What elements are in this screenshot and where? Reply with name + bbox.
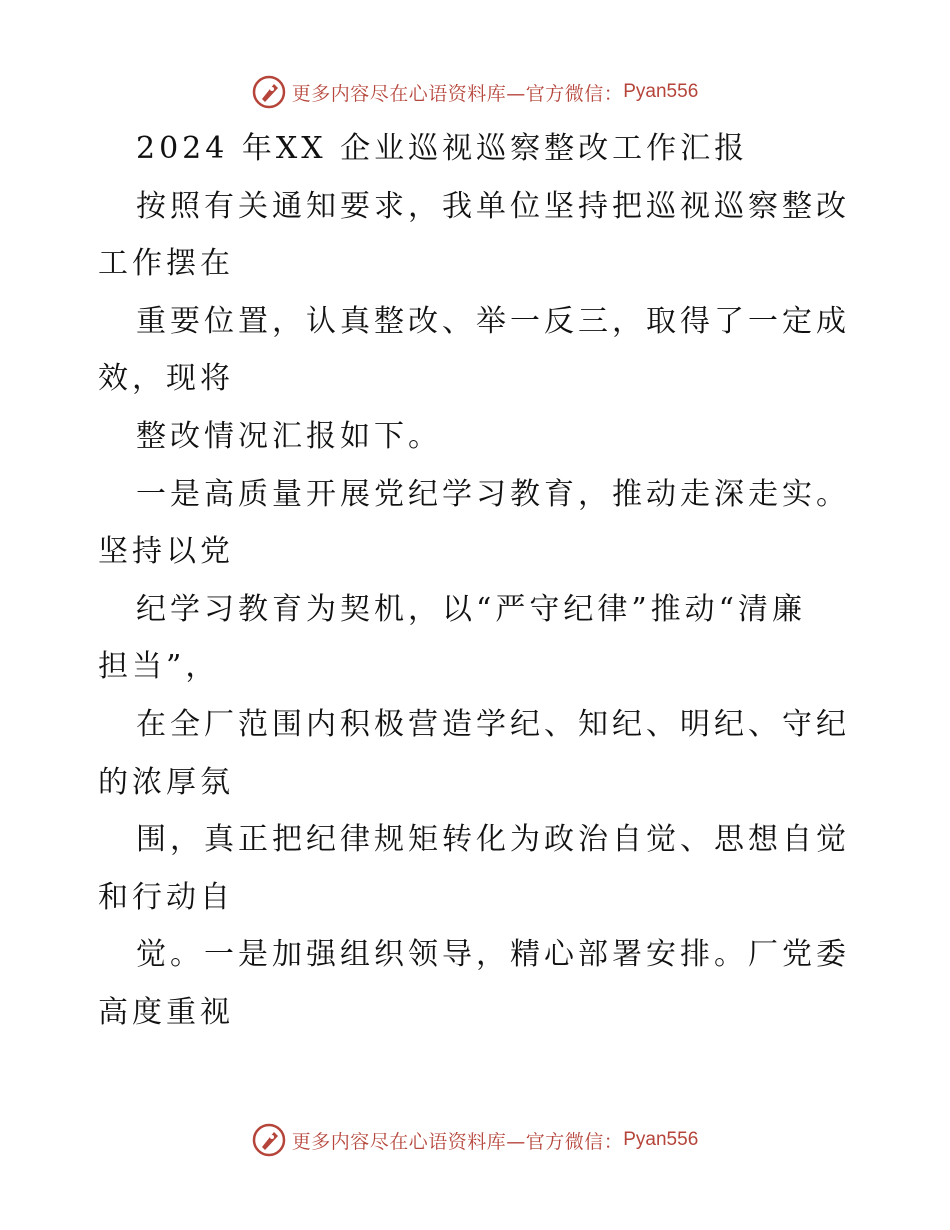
paragraph-line: 纪学习教育为契机，以“严守纪律”推动“清廉 — [136, 591, 807, 627]
paragraph-line: 工作摆在 — [98, 246, 234, 282]
document-body — [98, 120, 858, 1042]
paragraph-line: 高度重视 — [98, 994, 234, 1030]
paragraph-line: 整改情况汇报如下。 — [136, 418, 442, 454]
paragraph-line: 围，真正把纪律规矩转化为政治自觉、思想自觉 — [136, 822, 850, 858]
pen-nib-logo-icon — [252, 75, 286, 109]
document-title: 2024 年XX 企业巡视巡察整改工作汇报 — [136, 131, 749, 166]
watermark-text: 更多内容尽在心语资料库—官方微信： — [291, 82, 624, 105]
watermark-text: 更多内容尽在心语资料库—官方微信： — [291, 1130, 624, 1153]
paragraph-line: 按照有关通知要求，我单位坚持把巡视巡察整改 — [136, 188, 850, 224]
paragraph-line: 的浓厚氛 — [98, 764, 234, 800]
paragraph-line: 在全厂范围内积极营造学纪、知纪、明纪、守纪 — [136, 706, 850, 742]
paragraph-line: 一是高质量开展党纪学习教育，推动走深走实。 — [136, 476, 850, 512]
paragraph-line: 担当”， — [98, 649, 220, 685]
header-watermark — [0, 72, 950, 112]
paragraph-line: 效，现将 — [98, 361, 234, 397]
footer-watermark — [0, 1120, 950, 1160]
watermark-wechat-id: Pyan556 — [623, 1129, 699, 1150]
paragraph-line: 和行动自 — [98, 879, 234, 915]
pen-nib-logo-icon — [252, 1123, 286, 1157]
paragraph-line: 觉。一是加强组织领导，精心部署安排。厂党委 — [136, 937, 850, 973]
paragraph-line: 坚持以党 — [98, 534, 234, 570]
watermark-wechat-id: Pyan556 — [623, 81, 699, 102]
paragraph-line: 重要位置，认真整改、举一反三，取得了一定成 — [136, 303, 850, 339]
